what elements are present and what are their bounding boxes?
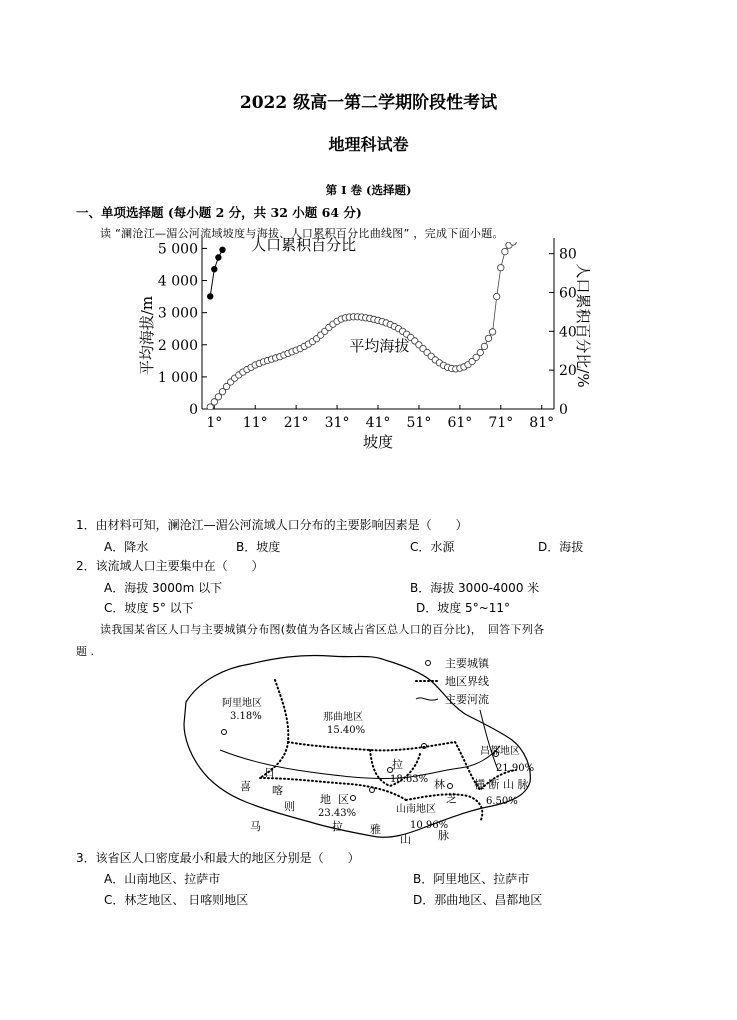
y-axis-right-title: 人口累积百分比/% xyxy=(574,263,592,388)
question-3-option-c: C．林芝地区、 日喀则地区 xyxy=(104,893,249,907)
map-label-ma: 马 xyxy=(250,820,261,833)
map-label-mai: 脉 xyxy=(438,829,449,842)
population-point xyxy=(211,266,217,272)
y-axis-left-title: 平均海拔/m xyxy=(138,295,156,376)
map-label-di: 地 xyxy=(320,793,331,806)
question-2-option-d: D．坡度 5°~11° xyxy=(416,601,511,615)
elevation-point xyxy=(489,329,495,335)
x-tick-label: 21° xyxy=(283,415,309,431)
y-left-tick-label: 1 000 xyxy=(157,369,198,386)
elevation-point xyxy=(510,239,516,245)
elevation-point xyxy=(502,248,508,254)
question-2-option-b: B．海拔 3000-4000 米 xyxy=(410,581,540,595)
map-label-ze: 则 xyxy=(284,800,295,813)
y-left-tick-label: 2 000 xyxy=(157,337,198,354)
elevation-point xyxy=(481,343,487,349)
exam-title: 2022 级高一第二学期阶段性考试 xyxy=(239,93,498,113)
region-rikaze-value: 23.43% xyxy=(318,808,357,819)
region-shannan-value: 10.96% xyxy=(410,820,449,831)
y-right-tick-label: 80 xyxy=(559,246,577,263)
map-label-la: 拉 xyxy=(332,820,343,833)
elevation-point xyxy=(494,293,500,299)
section-heading: 一、单项选择题 (每小题 2 分，共 32 小题 64 分) xyxy=(76,205,362,220)
y-left-tick-label: 4 000 xyxy=(157,273,198,290)
elevation-point xyxy=(477,349,483,355)
question-2-option-a: A．海拔 3000m 以下 xyxy=(104,581,223,595)
elevation-curve-label: 平均海拔 xyxy=(349,337,410,356)
town-marker xyxy=(351,796,356,801)
population-point xyxy=(207,293,213,299)
x-tick-label: 1° xyxy=(206,415,223,431)
map-label-qu: 区 xyxy=(338,793,349,806)
x-tick-label: 41° xyxy=(365,415,391,431)
region-shannan-name: 山南地区 xyxy=(396,804,436,815)
question-3-stem: 3．该省区人口密度最小和最大的地区分别是（ ） xyxy=(76,851,360,865)
exam-subtitle: 地理科试卷 xyxy=(328,135,409,154)
map-intro: 读我国某省区人口与主要城镇分布图(数值为各区域占省区总人口的百分比)， 回答下列各 xyxy=(100,623,545,636)
question-2-option-c: C．坡度 5° 以下 xyxy=(104,601,194,615)
region-ali-name: 阿里地区 xyxy=(222,698,262,709)
town-marker xyxy=(448,784,453,789)
population-curve-label: 人口累积百分比 xyxy=(251,236,357,254)
map-label-xi: 喜 xyxy=(240,780,251,793)
slope-elevation-chart xyxy=(120,228,590,458)
region-lhasa-value: 18.63% xyxy=(390,774,429,785)
map-label-ri: 日 xyxy=(264,766,275,779)
map-label-zhi: 芝 xyxy=(446,792,457,805)
map-label-ya: 雅 xyxy=(370,823,381,836)
map-label-lhasa: 拉 xyxy=(392,758,403,771)
y-right-tick-label: 60 xyxy=(559,285,577,302)
population-series xyxy=(207,247,226,300)
region-naqu-value: 15.40% xyxy=(327,725,366,736)
y-left-tick-label: 5 000 xyxy=(157,241,198,258)
region-linzhi-value: 6.50% xyxy=(486,796,518,807)
elevation-point xyxy=(498,265,504,271)
map-label-ka: 喀 xyxy=(272,784,283,797)
legend-town-icon xyxy=(426,661,431,666)
elevation-line xyxy=(210,242,513,407)
x-tick-label: 51° xyxy=(406,415,432,431)
x-tick-label: 31° xyxy=(324,415,350,431)
region-naqu-name: 那曲地区 xyxy=(323,712,363,723)
question-3-option-d: D．那曲地区、昌都地区 xyxy=(413,893,543,907)
question-1-option-c: C．水源 xyxy=(410,540,455,554)
legend-border-label: 地区界线 xyxy=(445,675,489,688)
question-2-stem: 2．该流域人口主要集中在（ ） xyxy=(76,559,264,573)
question-1-stem: 1．由材料可知，澜沧江—湄公河流域人口分布的主要影响因素是（ ） xyxy=(76,518,468,532)
population-point xyxy=(215,254,221,260)
volume-heading: 第 I 卷 (选择题) xyxy=(325,183,412,197)
question-3-option-a: A．山南地区、拉萨市 xyxy=(104,872,221,886)
province-population-map xyxy=(180,650,560,845)
main-river xyxy=(220,746,500,779)
question-1-option-d: D．海拔 xyxy=(538,540,584,554)
population-point xyxy=(219,247,225,253)
legend-river-icon xyxy=(416,698,438,700)
y-right-tick-label: 0 xyxy=(559,402,568,418)
y-left-tick-label: 3 000 xyxy=(157,305,198,322)
y-right-tick-label: 20 xyxy=(559,363,577,380)
chart-intro: 读 “澜沧江—湄公河流域坡度与海拔、人口累积百分比曲线图” ，完成下面小题。 xyxy=(100,227,504,240)
map-label-shan: 山 xyxy=(400,833,411,846)
question-3-option-b: B．阿里地区、拉萨市 xyxy=(413,872,530,886)
x-tick-label: 71° xyxy=(488,415,514,431)
x-axis-title: 坡度 xyxy=(362,433,394,451)
map-label-hengduan: 横 断 山 脉 xyxy=(474,778,529,791)
elevation-point xyxy=(485,335,491,341)
elevation-series xyxy=(207,239,516,410)
question-1-option-b: B．坡度 xyxy=(236,540,281,554)
legend-river-label: 主要河流 xyxy=(445,693,489,706)
y-right-tick-label: 40 xyxy=(559,324,577,341)
region-ali-value: 3.18% xyxy=(230,711,262,722)
region-changdu-value: 21.90% xyxy=(496,763,535,774)
district-border-naqu xyxy=(288,742,455,750)
town-marker xyxy=(222,730,227,735)
legend-town-label: 主要城镇 xyxy=(445,657,489,670)
y-left-tick-label: 0 xyxy=(189,402,198,418)
x-tick-label: 81° xyxy=(529,415,555,431)
x-tick-label: 61° xyxy=(447,415,473,431)
question-1-option-a: A．降水 xyxy=(104,540,149,554)
region-changdu-name: 昌都地区 xyxy=(480,746,520,757)
map-intro-end: 题 . xyxy=(76,645,94,658)
map-label-lin: 林 xyxy=(434,778,445,791)
x-tick-label: 11° xyxy=(242,415,268,431)
